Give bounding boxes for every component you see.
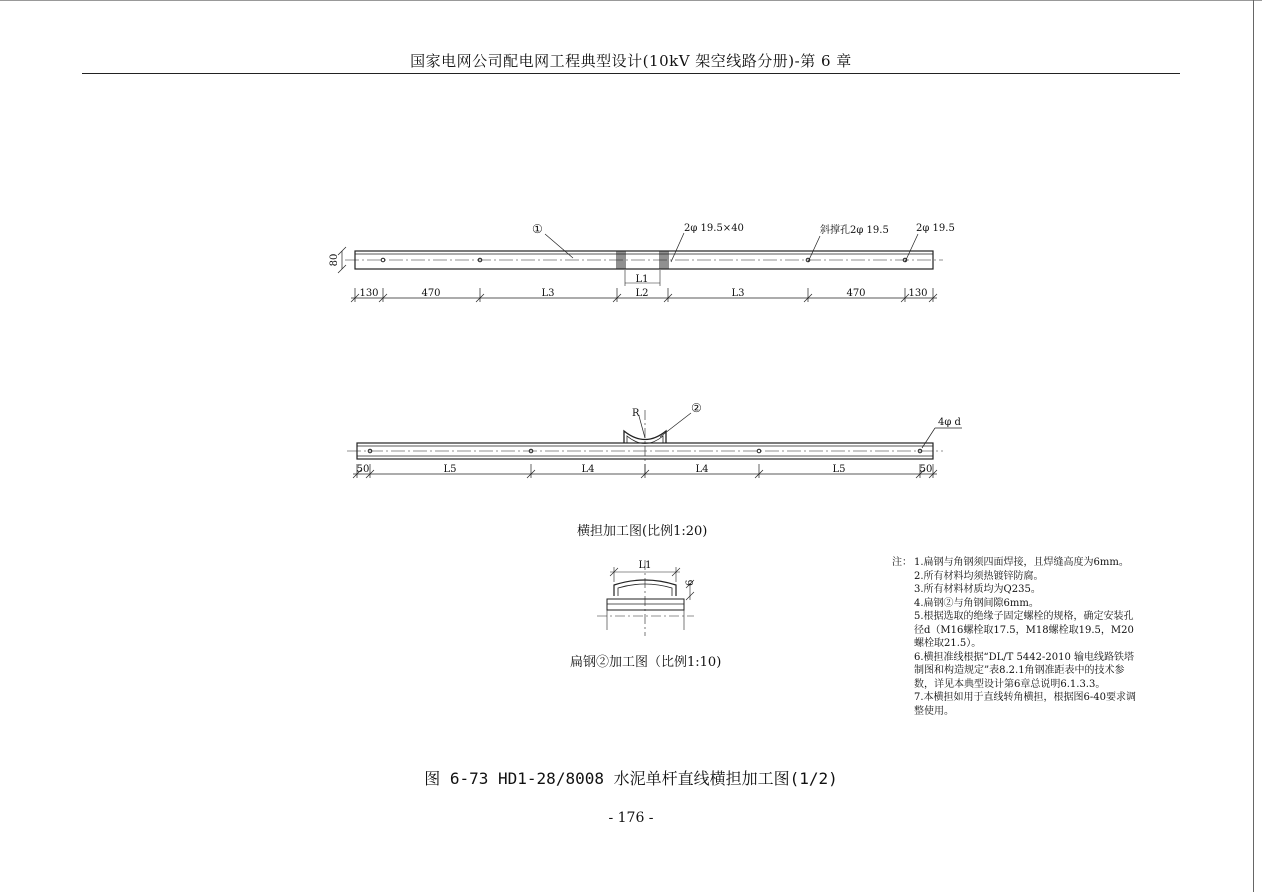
dim-l3-right: L3	[731, 288, 745, 299]
leader-r	[639, 416, 645, 438]
detail-label-thickness: 6	[685, 579, 696, 586]
dim-l5-right: L5	[832, 464, 846, 475]
note-item: 7.本横担如用于直线转角横担，根据图6-40要求调整使用。	[914, 692, 1137, 717]
note-item: 5.根据选取的绝缘子固定螺栓的规格，确定安装孔径d（M16螺栓取17.5，M18螺栓取19.5，M20螺栓取21.5）。	[914, 611, 1134, 649]
notes-block	[892, 556, 1142, 718]
leader-hole2	[808, 236, 820, 262]
dim-470-right: 470	[846, 288, 866, 299]
label-l1: L1	[635, 274, 649, 285]
label-hole1: 2φ 19.5×40	[684, 223, 744, 234]
label-hole2: 斜撑孔2φ 19.5	[820, 225, 889, 236]
note-item: 注： 1.扁钢与角钢须四面焊接，且焊缝高度为6mm。	[892, 557, 1129, 568]
detail-drawing-caption: 扁钢②加工图（比例1:10)	[570, 655, 722, 670]
leader-hole1	[671, 233, 684, 262]
dim-l2: L2	[635, 288, 649, 299]
dim-l5-left: L5	[443, 464, 457, 475]
dim-130-left: 130	[359, 288, 379, 299]
page-number: - 176 -	[608, 810, 654, 826]
detail-label-l1: L1	[638, 560, 652, 571]
detail-base-rect	[607, 599, 684, 610]
dim-l4-right: L4	[695, 464, 709, 475]
dim-130-right: 130	[908, 288, 928, 299]
label-height-80: 80	[329, 253, 340, 267]
header-title: 国家电网公司配电网工程典型设计(10kV 架空线路分册)-第 6 章	[410, 52, 852, 70]
label-hole3: 2φ 19.5	[916, 223, 955, 234]
dim-50-left: 50	[356, 464, 370, 475]
crossarm-side-view	[347, 410, 962, 478]
dim-l3-left: L3	[541, 288, 555, 299]
note-item: 2.所有材料均须热镀锌防腐。	[914, 570, 1044, 582]
note-item: 4.扁钢②与角钢间隙6mm。	[914, 597, 1039, 609]
dim-470-left: 470	[421, 288, 441, 299]
figure-caption: 图 6-73 HD1-28/8008 水泥单杆直线横担加工图(1/2)	[424, 769, 838, 788]
note-item: 3.所有材料材质均为Q235。	[914, 584, 1041, 595]
leader-part2	[660, 413, 691, 437]
dim-50-right: 50	[919, 464, 933, 475]
dim-l4-left: L4	[581, 464, 595, 475]
label-hole-d: 4φ d	[938, 417, 961, 428]
label-r: R	[632, 408, 640, 419]
main-drawing-caption: 横担加工图(比例1:20)	[577, 524, 708, 539]
flat-steel-detail	[597, 560, 694, 636]
note-item: 6.横担准线根据“DL/T 5442-2010 输电线路铁塔制图和构造规定”表8.2.1角钢准距表中的技术参数，详见本典型设计第6章总说明6.1.3.3。	[914, 651, 1134, 690]
label-part1: ①	[532, 222, 543, 236]
leader-hole3	[905, 234, 918, 262]
label-part2: ②	[691, 401, 702, 415]
dim-ticks-2	[353, 464, 937, 478]
